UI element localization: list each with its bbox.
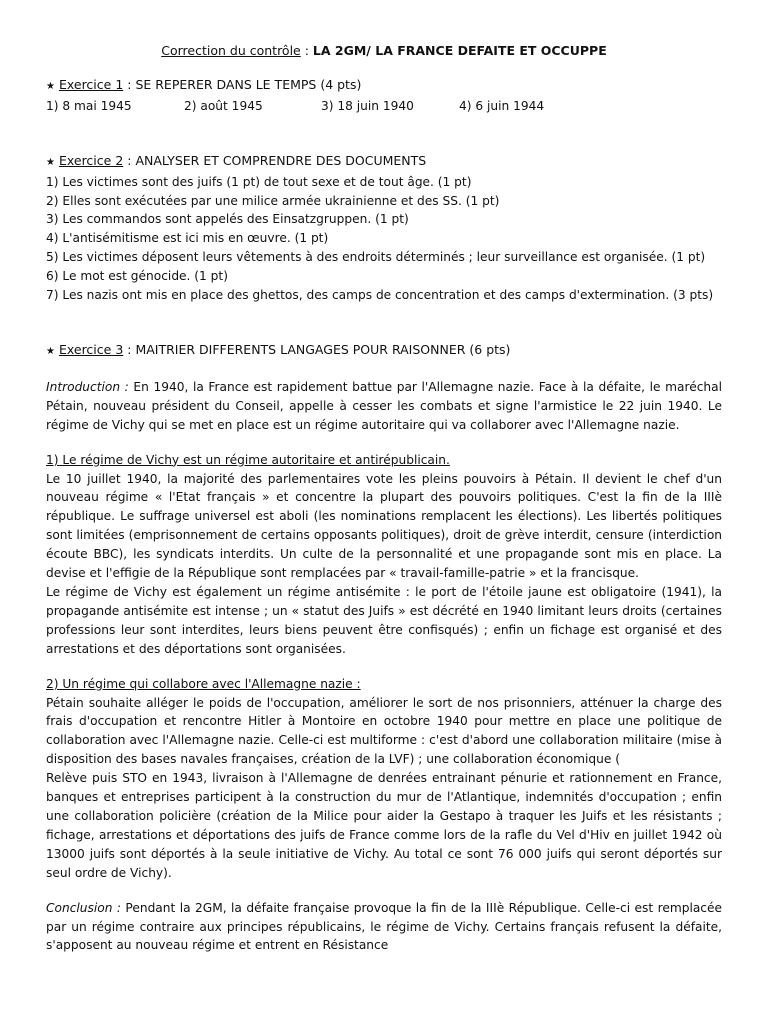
exercise-2-label: Exercice 2 <box>58 153 124 169</box>
answer-item: 7) Les nazis ont mis en place des ghettos, des camps de concentration et des camps d'extermination. (3 pts) <box>46 287 714 302</box>
conclusion-label: Conclusion : <box>46 900 121 915</box>
exercise-2-heading <box>46 152 722 173</box>
part-1-title: 1) Le régime de Vichy est un régime autoritaire et antirépublicain. <box>46 452 450 467</box>
conclusion-paragraph <box>46 899 722 956</box>
date-answer: 1) 8 mai 1945 <box>46 98 132 113</box>
answer-item: 6) Le mot est génocide. (1 pt) <box>46 268 228 283</box>
star-icon: ★ <box>46 346 55 358</box>
part-2-paragraph-1: Pétain souhaite alléger le poids de l'occupation, améliorer le sort de nos prisonniers, atténuer la charge des frais d'occupation et rencontre Hitler à Montoire en octobre 1940 pour mettre en place une politique de collaboration avec l'Allemagne nazie. Celle-ci est multiforme : c'est d'abord une collaboration militaire (mise à disposition des bases navales françaises, création de la LVF) ; une collaboration économique ( <box>46 695 722 767</box>
answer-item: 4) L'antisémitisme est ici mis en œuvre. (1 pt) <box>46 231 329 246</box>
title-subject: LA 2GM/ LA FRANCE DEFAITE ET OCCUPPE <box>312 43 607 58</box>
date-answer: 4) 6 juin 1944 <box>459 98 545 113</box>
document-page <box>46 42 722 955</box>
exercise-2-answers <box>46 173 722 305</box>
exercise-1-title: : SE REPERER DANS LE TEMPS (4 pts) <box>123 77 362 92</box>
title-label: Correction du contrôle <box>161 43 301 58</box>
exercise-3-heading <box>46 341 722 362</box>
answer-item: 1) Les victimes sont des juifs (1 pt) de tout sexe et de tout âge. (1 pt) <box>46 174 472 189</box>
exercise-1-dates <box>46 97 722 116</box>
answer-item: 2) Elles sont exécutées par une milice armée ukrainienne et des SS. (1 pt) <box>46 193 500 208</box>
exercise-3-label: Exercice 3 <box>58 342 124 358</box>
star-icon: ★ <box>46 157 55 169</box>
star-icon: ★ <box>46 81 55 92</box>
document-title <box>46 42 722 60</box>
exercise-2-title: : ANALYSER ET COMPRENDRE DES DOCUMENTS <box>123 153 427 169</box>
introduction-label: Introduction : <box>46 379 129 394</box>
part-2-paragraph-2: Relève puis STO en 1943, livraison à l'Allemagne de denrées entrainant pénurie et rationnement en France, banques et entreprises participent à la construction du mur de l'Atlantique, indemnités d'occupation ; enfin une collaboration policière (création de la Milice pour aider la Gestapo à traquer les Juifs et les résistants ; fichage, arrestations et déportations des juifs de France comme lors de la rafle du Vel d'Hiv en juillet 1942 où 13000 juifs sont déportés à la seule initiative de Vichy. Au total ce sont 76 000 juifs qui seront déportés sur seul ordre de Vichy). <box>46 771 722 880</box>
part-1-paragraph-1: Le 10 juillet 1940, la majorité des parlementaires vote les pleins pouvoirs à Pétain. Il devient le chef d'un nouveau régime « l'Etat français » et concentre la plupart des pouvoirs politiques. C'est la fin de la IIIè république. Le suffrage universel est aboli (les nominations remplacent les élections). Les libertés politiques sont limitées (emprisonnement de certains opposants politiques), droit de grève interdit, censure (interdiction écoute BBC), les syndicats interdits. Un culte de la personnalité et une propagande sont mis en place. La devise et l'effigie de la République sont remplacées par « travail-famille-patrie » et la francisque. <box>46 471 722 581</box>
part-2-title: 2) Un régime qui collabore avec l'Allemagne nazie : <box>46 676 361 691</box>
title-separator: : <box>300 43 313 58</box>
answer-item: 3) Les commandos sont appelés des Einsatzgruppen. (1 pt) <box>46 212 409 227</box>
exercise-3-title: : MAITRIER DIFFERENTS LANGAGES POUR RAISONNER (6 pts) <box>123 342 511 358</box>
introduction-paragraph <box>46 378 722 435</box>
conclusion-text: Pendant la 2GM, la défaite française provoque la fin de la IIIè République. Celle-ci est remplacée par un régime contraire aux principes républicains, le régime de Vichy. Certains français refusent la défaite, s'apposent au nouveau régime et entrent en Résistance <box>46 900 722 953</box>
answer-item: 5) Les victimes déposent leurs vêtements à des endroits déterminés ; leur surveillance est organisée. (1 pt) <box>46 249 706 264</box>
date-answer: 2) août 1945 <box>184 98 263 113</box>
exercise-1-heading <box>46 76 722 97</box>
part-1-paragraph-2: Le régime de Vichy est également un régime antisémite : le port de l'étoile jaune est obligatoire (1941), la propagande antisémite est intense ; un « statut des Juifs » est décrété en 1940 limitant leurs droits (certaines professions leur sont interdites, leurs biens peuvent être confisqués) ; enfin un fichage est organisé et des arrestations et des déportations sont organisées. <box>46 585 722 656</box>
exercise-1-label: Exercice 1 <box>58 77 124 92</box>
date-answer: 3) 18 juin 1940 <box>321 98 414 113</box>
introduction-text: En 1940, la France est rapidement battue par l'Allemagne nazie. Face à la défaite, le maréchal Pétain, nouveau président du Conseil, appelle à cesser les combats et signe l'armistice le 22 juin 1940. Le régime de Vichy qui se met en place est un régime autoritaire qui va collaborer avec l'Allemagne nazie. <box>46 379 722 432</box>
